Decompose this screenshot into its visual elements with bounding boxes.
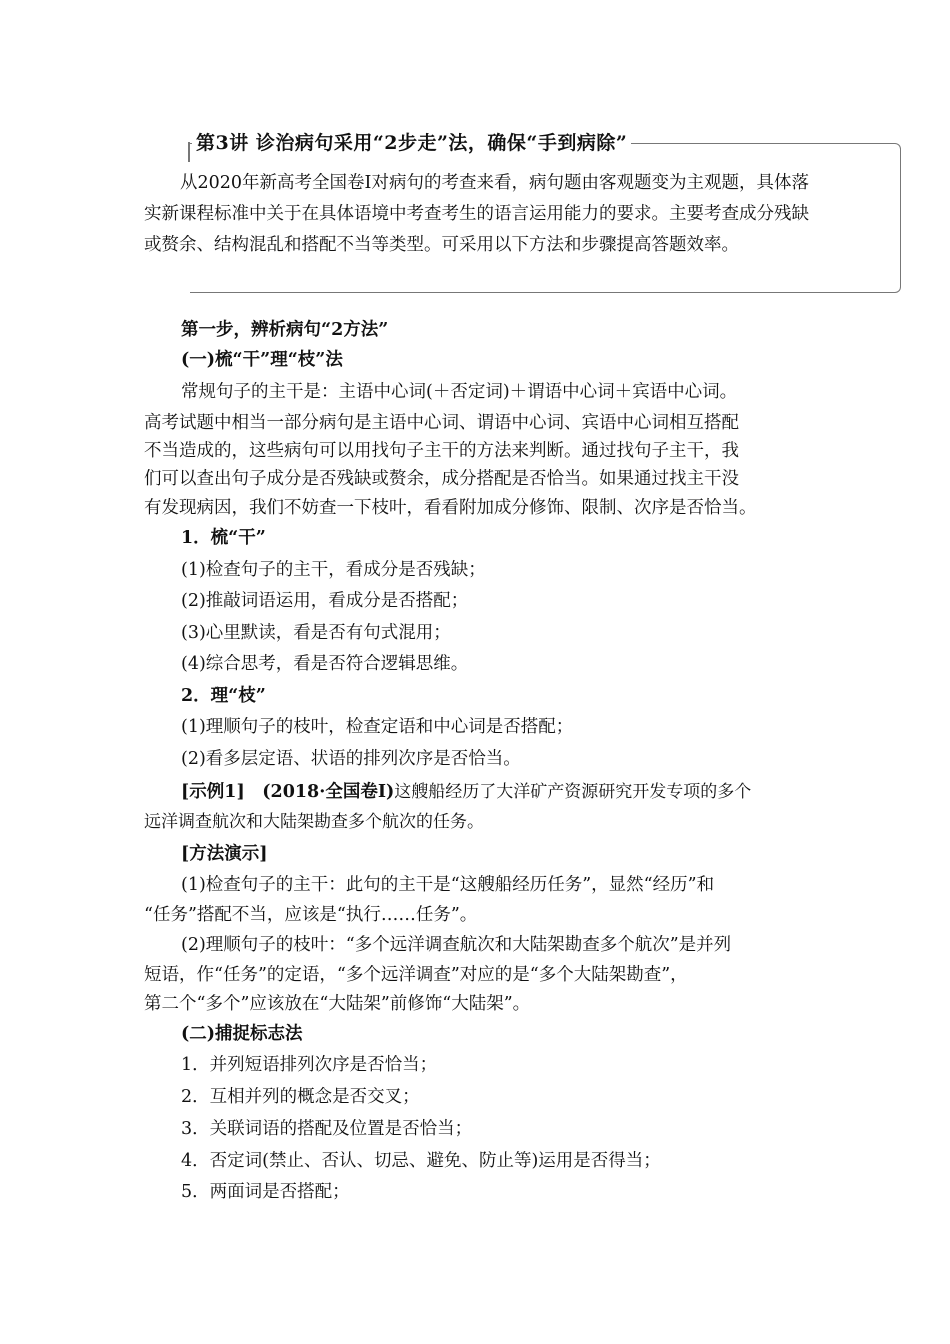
intro-paragraph: 从2020年新高考全国卷Ⅰ对病句的考查来看，病句题由客观题变为主观题，具体落实新课程标准中关于在具体语境中考查考生的语言运用能力的要求。主要考查成分残缺或赘余、结构混乱和搭配不当等类型。可采用以下方法和步骤提高答题效率。 xyxy=(144,173,809,255)
lesson-title: 第3讲 诊治病句采用“2步走”法，确保“手到病除” xyxy=(192,128,631,155)
demo-line: 短语，作“任务”的定语，“多个远洋调查”对应的是“多个大陆架勘查”， xyxy=(144,965,688,985)
sub1-item: (1)检查句子的主干，看成分是否残缺； xyxy=(181,560,486,580)
method1-line: 高考试题中相当一部分病句是主语中心词、谓语中心词、宾语中心词相互搭配 xyxy=(144,413,739,433)
demo-line: 第二个“多个”应该放在“大陆架”前修饰“大陆架”。 xyxy=(144,994,531,1014)
method2-heading: (二)捕捉标志法 xyxy=(181,1024,303,1044)
method2-item: 4．否定词(禁止、否认、切忌、避免、防止等)运用是否得当； xyxy=(181,1151,661,1171)
example-text: 远洋调查航次和大陆架勘查多个航次的任务。 xyxy=(144,812,484,832)
method1-line: 们可以查出句子成分是否残缺或赘余，成分搭配是否恰当。如果通过找主干没 xyxy=(144,469,739,489)
demo-line: “任务”搭配不当，应该是“执行……任务”。 xyxy=(144,905,478,925)
sub1-item: (4)综合思考，看是否符合逻辑思维。 xyxy=(181,654,469,674)
sub2-item: (2)看多层定语、状语的排列次序是否恰当。 xyxy=(181,749,521,769)
method2-item: 2．互相并列的概念是否交叉； xyxy=(181,1087,420,1107)
sub2-heading: 2．理“枝” xyxy=(181,686,266,706)
sub1-item: (3)心里默读，看是否有句式混用； xyxy=(181,623,451,643)
demo-heading: [方法演示] xyxy=(181,844,268,864)
method2-item: 1．并列短语排列次序是否恰当； xyxy=(181,1055,438,1075)
example-text: 这艘船经历了大洋矿产资源研究开发专项的多个 xyxy=(394,782,752,802)
method2-item: 5．两面词是否搭配； xyxy=(181,1182,350,1202)
method1-line: 有发现病因，我们不妨查一下枝叶，看看附加成分修饰、限制、次序是否恰当。 xyxy=(144,498,757,518)
step1-heading: 第一步，辨析病句“2方法” xyxy=(181,320,389,340)
method1-line: 常规句子的主干是：主语中心词(＋否定词)＋谓语中心词＋宾语中心词。 xyxy=(181,382,738,402)
demo-line: (2)理顺句子的枝叶：“多个远洋调查航次和大陆架勘查多个航次”是并列 xyxy=(181,935,732,955)
method1-line: 不当造成的，这些病句可以用找句子主干的方法来判断。通过找句子主干，我 xyxy=(144,441,739,461)
example-line xyxy=(181,778,751,806)
sub1-item: (2)推敲词语运用，看成分是否搭配； xyxy=(181,591,469,611)
demo-line: (1)检查句子的主干：此句的主干是“这艘船经历任务”，显然“经历”和 xyxy=(181,875,715,895)
sub1-heading: 1．梳“干” xyxy=(181,528,266,548)
method2-item: 3．关联词语的搭配及位置是否恰当； xyxy=(181,1119,473,1139)
example-label: [示例1] (2018·全国卷Ⅰ) xyxy=(181,782,395,802)
sub2-item: (1)理顺句子的枝叶，检查定语和中心词是否搭配； xyxy=(181,717,574,737)
method1-heading: (一)梳“干”理“枝”法 xyxy=(181,350,343,370)
